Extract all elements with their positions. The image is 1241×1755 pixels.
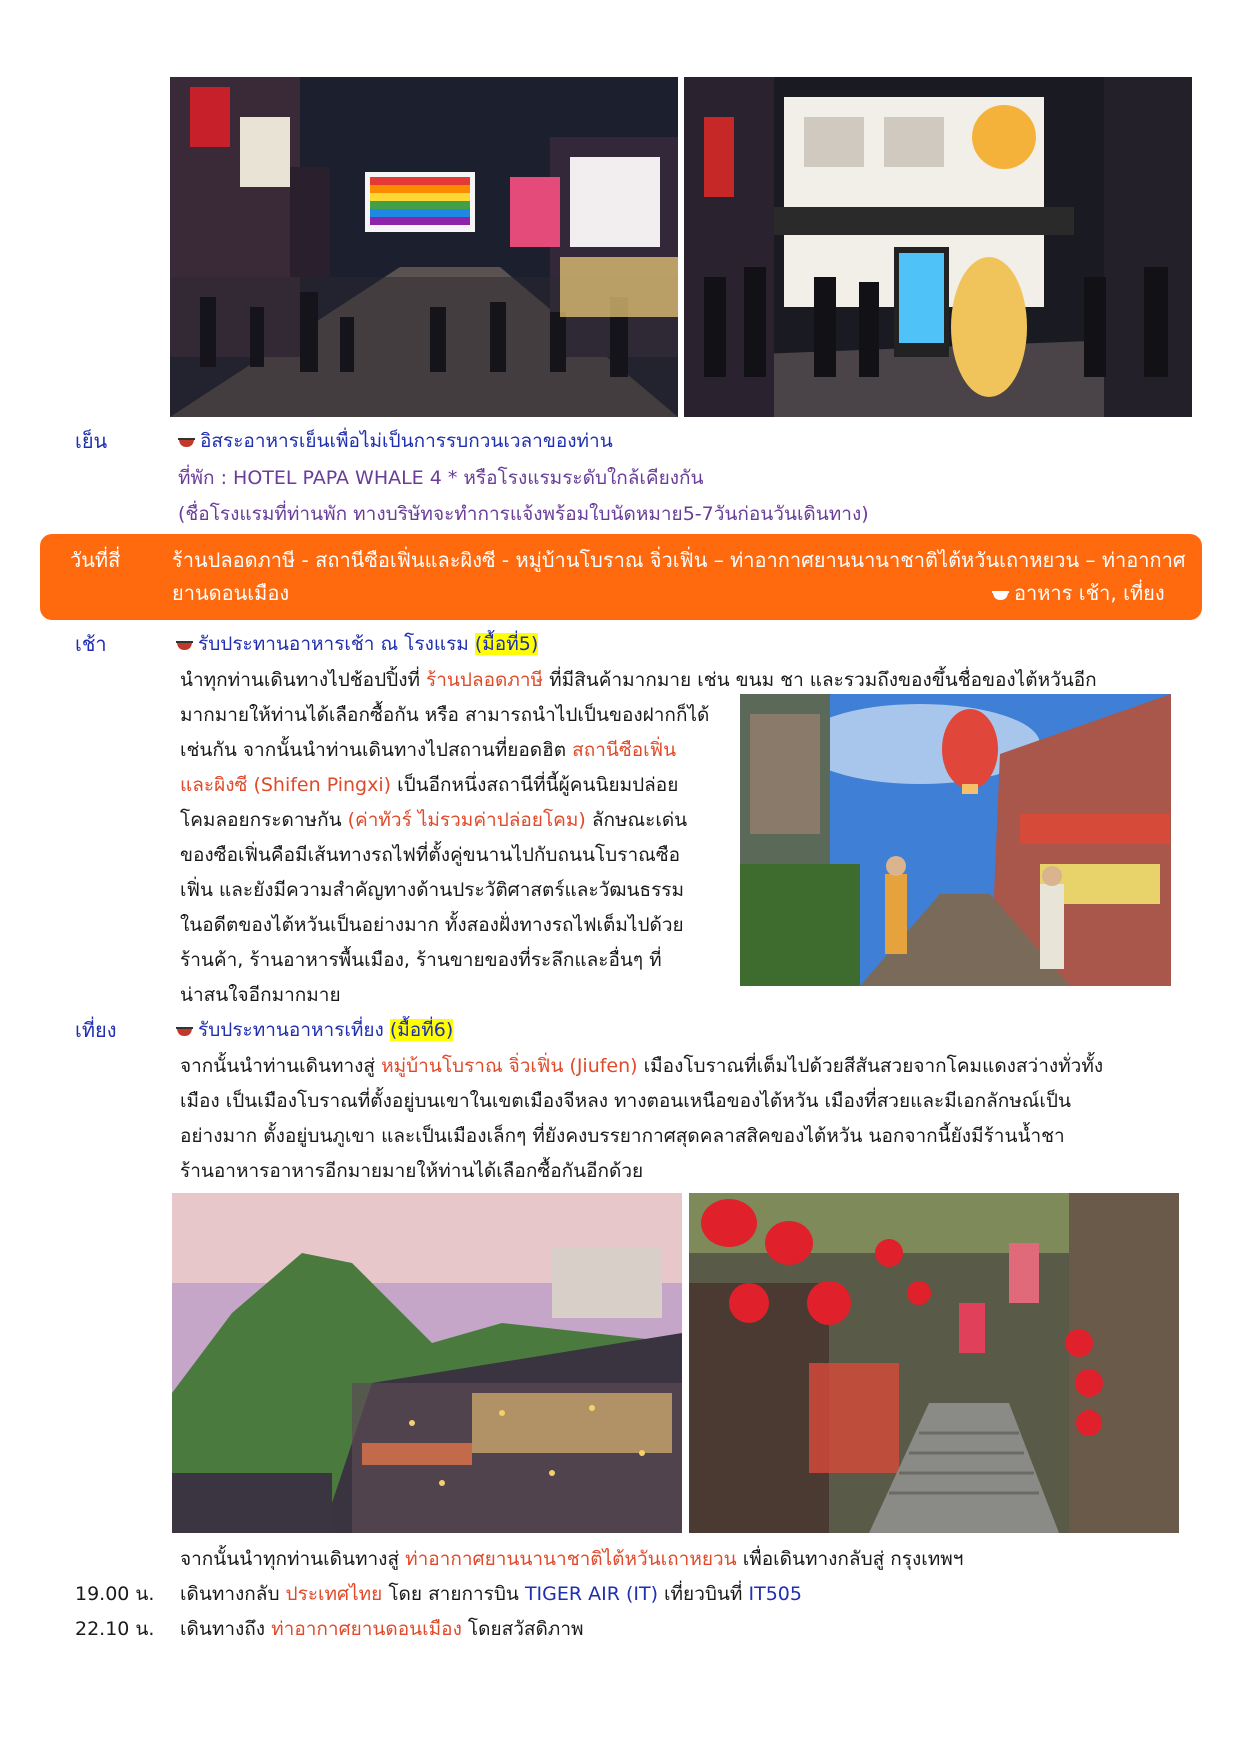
destination-country: ประเทศไทย — [285, 1583, 383, 1605]
night-market-photo — [170, 77, 678, 417]
departure-line — [180, 1577, 802, 1612]
noon-meal-line — [176, 1013, 453, 1048]
morning-meal-line — [176, 627, 538, 662]
jiufen-lantern-alley-photo — [689, 1193, 1179, 1533]
text-span: ลักษณะเด่น — [585, 809, 688, 831]
evening-meal-text: อิสระอาหารเย็นเพื่อไม่เป็นการรบกวนเวลาของท่าน — [200, 430, 613, 452]
meal-bowl-icon — [178, 435, 195, 448]
shifen-station-name: สถานีซือเฟิ่น — [572, 739, 677, 761]
departure-time: 19.00 น. — [75, 1583, 155, 1605]
morning-meal-text: รับประทานอาหารเช้า ณ โรงแรม — [198, 633, 475, 655]
noon-para-line-2: เมือง เป็นเมืองโบราณที่ตั้งอยู่บนเขาในเขตเมืองจีหลง ทางตอนเหนือของไต้หวัน เมืองที่สวยและมีเอกลักษณ์เป็น — [180, 1090, 1071, 1112]
jiufen-village-name: หมู่บ้านโบราณ จิ่วเฟิ่น (Jiufen) — [381, 1055, 638, 1077]
morning-para-line-5 — [180, 803, 687, 838]
text-span: โดยสวัสดิภาพ — [461, 1618, 584, 1640]
text-span: เดินทางกลับ — [180, 1583, 286, 1605]
flight-number: IT505 — [748, 1583, 802, 1605]
morning-para-line-3 — [180, 733, 676, 768]
meal-bowl-icon — [176, 1024, 193, 1037]
text-span: นำทุกท่านเดินทางไปช้อปปิ้งที่ — [180, 669, 427, 691]
dutyfree-shop-name: ร้านปลอดภาษี — [426, 669, 544, 691]
text-span: จากนั้นนำท่านเดินทางสู่ — [180, 1055, 382, 1077]
noon-para-line-3: อย่างมาก ตั้งอยู่บนภูเขา และเป็นเมืองเล็กๆ ที่ยังคงบรรยากาศสุดคลาสสิคของไต้หวัน นอกจากนี้ยังมีร้านน้ำชา — [180, 1125, 1065, 1147]
evening-meal-line — [178, 424, 613, 459]
text-span: จากนั้นนำทุกท่านเดินทางสู่ — [180, 1548, 406, 1570]
meal-number-badge: (มื้อที่5) — [474, 633, 539, 655]
lantern-fee-note: (ค่าทัวร์ ไม่รวมค่าปล่อยโคม) — [347, 809, 586, 831]
morning-para-line-4 — [180, 768, 678, 803]
taoyuan-airport-name: ท่าอากาศยานนานาชาติไต้หวันเถาหยวน — [405, 1548, 737, 1570]
day-meals-text: อาหาร เช้า, เที่ยง — [1014, 581, 1165, 605]
text-span: เป็นอีกหนึ่งสถานีที่นี้ผู้คนนิยมปล่อย — [391, 774, 679, 796]
hotel-line: ที่พัก : HOTEL PAPA WHALE 4 * หรือโรงแรมระดับใกล้เคียงกัน — [178, 467, 704, 489]
return-line — [180, 1542, 963, 1577]
noon-para-line-1 — [180, 1049, 1103, 1084]
text-span: โคมลอยกระดาษกัน — [180, 809, 348, 831]
noon-time-label: เที่ยง — [75, 1018, 117, 1042]
arrival-time: 22.10 น. — [75, 1618, 155, 1640]
text-span: โดย สายการบิน — [382, 1583, 525, 1605]
morning-para-line-6: ของซือเฟิ่นคือมีเส้นทางรถไฟที่ตั้งคู่ขนานไปกับถนนโบราณซือ — [180, 844, 681, 866]
shifen-station-name-cont: และผิงซี (Shifen Pingxi) — [180, 774, 392, 796]
noon-para-line-4: ร้านอาหารอาหารอีกมายมายให้ท่านได้เลือกซื้อกันอีกด้วย — [180, 1160, 644, 1182]
arrival-line — [180, 1612, 584, 1647]
route-line-2: ยานดอนเมือง — [172, 581, 290, 605]
text-span: เมืองโบราณที่เต็มไปด้วยสีสันสวยจากโคมแดงสว่างทั่วทั้ง — [637, 1055, 1104, 1077]
morning-para-line-8: ในอดีตของไต้หวันเป็นอย่างมาก ทั้งสองฝั่งทางรถไฟเต็มไปด้วย — [180, 914, 684, 936]
meal-bowl-icon — [176, 638, 193, 651]
day-meals — [992, 576, 1165, 611]
text-span: เดินทางถึง — [180, 1618, 272, 1640]
noon-meal-text: รับประทานอาหารเที่ยง — [198, 1019, 390, 1041]
tea-shop-photo — [684, 77, 1192, 417]
meal-number-badge: (มื้อที่6) — [389, 1019, 454, 1041]
text-span: เพื่อเดินทางกลับสู่ กรุงเทพฯ — [736, 1548, 964, 1570]
hotel-note: (ชื่อโรงแรมที่ท่านพัก ทางบริษัทจะทำการแจ้งพร้อมใบนัดหมาย5-7วันก่อนวันเดินทาง) — [178, 503, 869, 525]
airline-name: TIGER AIR (IT) — [524, 1583, 658, 1605]
morning-para-line-9: ร้านค้า, ร้านอาหารพื้นเมือง, ร้านขายของที่ระลึกและอื่นๆ ที่ — [180, 949, 662, 971]
evening-time-label: เย็น — [75, 429, 108, 453]
text-span: เช่นกัน จากนั้นนำท่านเดินทางไปสถานที่ยอดฮิต — [180, 739, 573, 761]
shifen-lantern-photo — [740, 694, 1171, 986]
route-line-1: ร้านปลอดภาษี - สถานีซือเฟิ่นและผิงซี - หมู่บ้านโบราณ จิ่วเฟิ่น – ท่าอากาศยานนานาชาติไต้หวันเถาหยวน – ท่าอากาศ — [172, 548, 1186, 572]
text-span: ที่มีสินค้ามากมาย เช่น ขนม ชา และรวมถึงของขึ้นชื่อของไต้หวันอีก — [543, 669, 1097, 691]
morning-para-line-2: มากมายให้ท่านได้เลือกซื้อกัน หรือ สามารถนำไปเป็นของฝากก็ได้ — [180, 704, 710, 726]
jiufen-mountain-photo — [172, 1193, 682, 1533]
donmueang-airport-name: ท่าอากาศยานดอนเมือง — [271, 1618, 462, 1640]
text-span: เที่ยวบินที่ — [658, 1583, 749, 1605]
morning-para-line-7: เฟิ่น และยังมีความสำคัญทางด้านประวัติศาสตร์และวัฒนธรรม — [180, 879, 685, 901]
meal-bowl-icon — [992, 588, 1009, 601]
day-label: วันที่สี่ — [70, 548, 121, 572]
morning-time-label: เช้า — [75, 632, 107, 656]
morning-para-line-10: น่าสนใจอีกมากมาย — [180, 984, 341, 1006]
morning-para-line-1 — [180, 663, 1097, 698]
